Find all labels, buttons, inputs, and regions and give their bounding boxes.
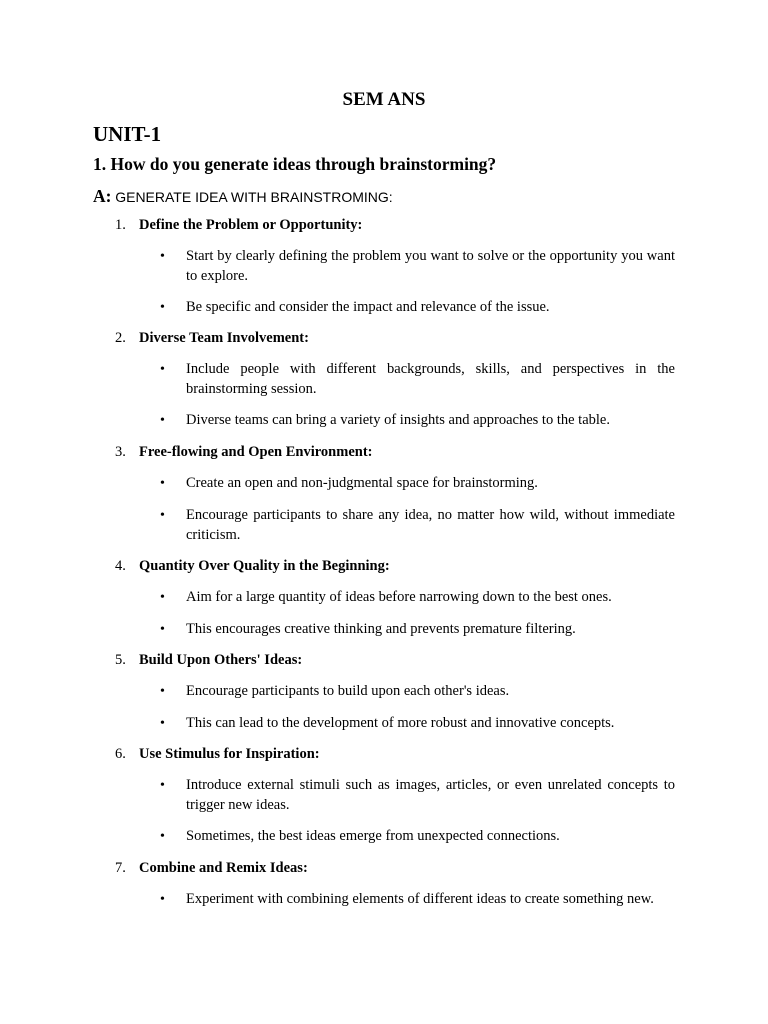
- list-item-text: Be specific and consider the impact and relevance of the issue.: [186, 299, 550, 315]
- list-item-text: Introduce external stimuli such as images, articles, or even unrelated concepts to trigger new ideas.: [186, 777, 675, 813]
- section-number: 7.: [115, 860, 126, 876]
- section-heading: [115, 329, 309, 348]
- list-item: [160, 890, 675, 910]
- bullet-icon: •: [160, 716, 165, 731]
- section-number: 3.: [115, 444, 126, 460]
- section-heading: [115, 216, 362, 235]
- list-item-text: Encourage participants to build upon each other's ideas.: [186, 683, 510, 699]
- section-heading: [115, 859, 308, 878]
- bullet-icon: •: [160, 590, 165, 605]
- list-item: [160, 682, 675, 702]
- list-item: [160, 360, 675, 399]
- list-item: [160, 247, 675, 286]
- list-item: [160, 506, 675, 545]
- bullet-icon: •: [160, 622, 165, 637]
- answer-line: [93, 186, 393, 208]
- list-item-text: This can lead to the development of more robust and innovative concepts.: [186, 715, 615, 731]
- list-item-text: Include people with different backgrounds, skills, and perspectives in the brainstorming session.: [186, 361, 675, 397]
- bullet-icon: •: [160, 362, 165, 377]
- list-item-text: Encourage participants to share any idea, no matter how wild, without immediate criticism.: [186, 507, 675, 543]
- bullet-icon: •: [160, 684, 165, 699]
- section-heading: [115, 745, 320, 764]
- section-title: Define the Problem or Opportunity:: [139, 217, 363, 233]
- list-item: [160, 714, 675, 734]
- section-number: 1.: [115, 217, 126, 233]
- list-item: [160, 588, 675, 608]
- section-title: Use Stimulus for Inspiration:: [139, 746, 320, 762]
- question-heading: 1. How do you generate ideas through brainstorming?: [93, 154, 497, 174]
- list-item: [160, 474, 675, 494]
- list-item-text: Diverse teams can bring a variety of insights and approaches to the table.: [186, 412, 610, 428]
- section-title: Diverse Team Involvement:: [139, 330, 309, 346]
- bullet-icon: •: [160, 508, 165, 523]
- bullet-icon: •: [160, 892, 165, 907]
- answer-heading: GENERATE IDEA WITH BRAINSTROMING:: [115, 189, 393, 205]
- list-item: [160, 298, 675, 318]
- section-title: Quantity Over Quality in the Beginning:: [139, 558, 390, 574]
- section-number: 5.: [115, 652, 126, 668]
- list-item-text: Aim for a large quantity of ideas before narrowing down to the best ones.: [186, 589, 612, 605]
- list-item-text: Sometimes, the best ideas emerge from unexpected connections.: [186, 828, 560, 844]
- list-item-text: Experiment with combining elements of different ideas to create something new.: [186, 891, 654, 907]
- list-item: [160, 411, 675, 431]
- section-heading: [115, 651, 302, 670]
- answer-prefix: A:: [93, 186, 112, 206]
- bullet-icon: •: [160, 300, 165, 315]
- list-item-text: Create an open and non-judgmental space for brainstorming.: [186, 475, 538, 491]
- bullet-icon: •: [160, 249, 165, 264]
- list-item: [160, 776, 675, 815]
- section-title: Free-flowing and Open Environment:: [139, 444, 373, 460]
- section-title: Combine and Remix Ideas:: [139, 860, 308, 876]
- document-title: SEM ANS: [342, 89, 426, 110]
- section-heading: [115, 557, 390, 576]
- unit-heading: UNIT-1: [93, 122, 162, 146]
- section-number: 6.: [115, 746, 126, 762]
- list-item-text: This encourages creative thinking and prevents premature filtering.: [186, 621, 576, 637]
- list-item: [160, 620, 675, 640]
- section-number: 4.: [115, 558, 126, 574]
- bullet-icon: •: [160, 778, 165, 793]
- section-title: Build Upon Others' Ideas:: [139, 652, 303, 668]
- section-heading: [115, 443, 373, 462]
- list-item: [160, 827, 675, 847]
- section-number: 2.: [115, 330, 126, 346]
- list-item-text: Start by clearly defining the problem you want to solve or the opportunity you want to explore.: [186, 248, 675, 284]
- bullet-icon: •: [160, 829, 165, 844]
- bullet-icon: •: [160, 476, 165, 491]
- bullet-icon: •: [160, 413, 165, 428]
